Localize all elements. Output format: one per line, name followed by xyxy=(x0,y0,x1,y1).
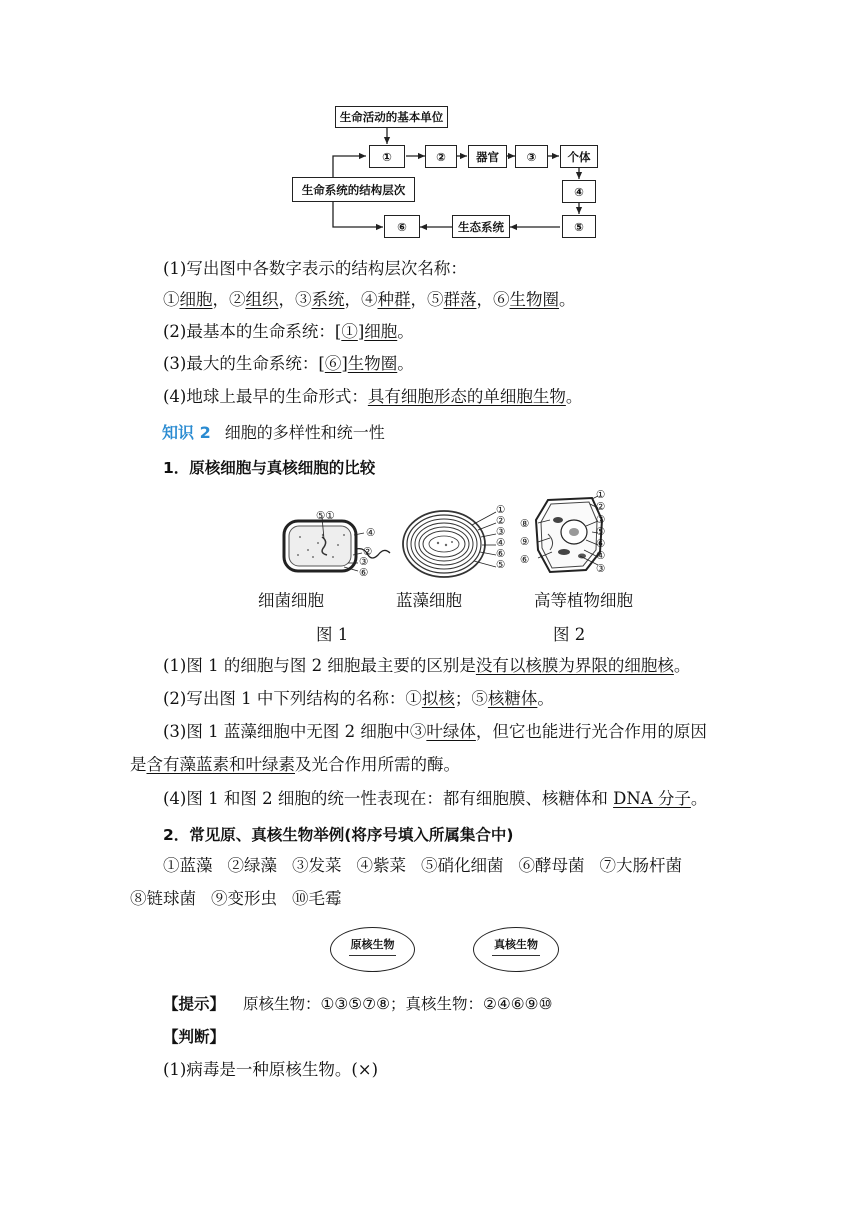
qa-1: (1)图 1 的细胞与图 2 细胞最主要的区别是没有以核膜为界限的细胞核。 xyxy=(163,656,691,675)
node-5: ⑤ xyxy=(562,215,596,238)
node-2: ② xyxy=(425,145,457,168)
node-hierarchy: 生命系统的结构层次 xyxy=(292,177,415,202)
eukaryote-blank xyxy=(492,955,539,956)
node-6: ⑥ xyxy=(384,215,420,238)
bacteria-top-labels: ⑤① xyxy=(316,510,335,522)
qa-3-cont: 是含有藻蓝素和叶绿素及光合作用所需的酶。 xyxy=(130,755,460,774)
bacteria-cell-illustration xyxy=(278,505,398,585)
node-3: ③ xyxy=(515,145,548,168)
q1-part4: (4)地球上最早的生命形式：具有细胞形态的单细胞生物。 xyxy=(163,387,583,406)
node-ecosystem: 生态系统 xyxy=(452,215,510,238)
qa-3: (3)图 1 蓝藻细胞中无图 2 细胞中③叶绿体，但它也能进行光合作用的原因 xyxy=(163,722,707,741)
q1-part3: (3)最大的生命系统：[⑥]生物圈。 xyxy=(163,354,414,373)
organism-list-1: ①蓝藻 ②绿藻 ③发菜 ④紫菜 ⑤硝化细菌 ⑥酵母菌 ⑦大肠杆菌 xyxy=(163,856,682,875)
algae-labels: ① ② ③ ④ ⑥ ⑤ xyxy=(496,504,506,571)
node-basic-unit: 生命活动的基本单位 xyxy=(335,106,448,128)
eukaryote-set-label: 真核生物 xyxy=(494,938,538,951)
plant-labels-left: ⑧ ⑨ ⑥ xyxy=(520,518,530,566)
eukaryote-set xyxy=(473,927,559,972)
bacteria-label-4: ④ xyxy=(366,527,376,539)
qa-4: (4)图 1 和图 2 细胞的统一性表现在：都有细胞膜、核糖体和 DNA 分子。 xyxy=(163,789,708,808)
qa-2: (2)写出图 1 中下列结构的名称：①拟核；⑤核糖体。 xyxy=(163,689,554,708)
figure-1-label: 图 1 xyxy=(316,625,349,644)
caption-algae: 蓝藻细胞 xyxy=(396,591,462,610)
caption-bacteria: 细菌细胞 xyxy=(258,591,324,610)
q1-part2: (2)最基本的生命系统：[①]细胞。 xyxy=(163,322,414,341)
subheading-comparison: 1．原核细胞与真核细胞的比较 xyxy=(163,459,376,477)
figure-2-label: 图 2 xyxy=(553,625,586,644)
hint-tag: 【提示】 xyxy=(163,995,226,1013)
section-title: 细胞的多样性和统一性 xyxy=(224,423,385,442)
node-organ: 器官 xyxy=(468,145,507,168)
prokaryote-set xyxy=(330,927,415,972)
bacteria-label-2: ② xyxy=(363,546,373,558)
q1-answers: ①细胞，②组织，③系统，④种群，⑤群落，⑥生物圈。 xyxy=(163,290,576,309)
section-tag: 知识 2 xyxy=(162,423,211,442)
prokaryote-set-label: 原核生物 xyxy=(350,938,395,951)
bacteria-label-3: ③ xyxy=(359,556,369,568)
hint-line xyxy=(163,993,552,1015)
judge-tag: 【判断】 xyxy=(163,1028,226,1046)
judge-item-1: (1)病毒是一种原核生物。(×) xyxy=(163,1060,379,1079)
bacteria-label-6: ⑥ xyxy=(359,567,369,579)
node-4: ④ xyxy=(562,180,596,203)
q1-title: (1)写出图中各数字表示的结构层次名称： xyxy=(163,259,467,278)
caption-plant: 高等植物细胞 xyxy=(534,591,633,610)
plant-labels-right: ① ② ⑦ ⑤ ⑥ ④ ③ xyxy=(596,489,606,575)
prokaryote-blank xyxy=(349,955,396,956)
hint-text: 原核生物：①③⑤⑦⑧；真核生物：②④⑥⑨⑩ xyxy=(243,995,553,1013)
section-heading-2 xyxy=(162,420,385,443)
node-individual: 个体 xyxy=(560,145,598,168)
organism-list-2: ⑧链球菌 ⑨变形虫 ⑩毛霉 xyxy=(130,889,342,908)
subheading-examples: 2．常见原、真核生物举例(将序号填入所属集合中) xyxy=(163,826,514,844)
node-1: ① xyxy=(369,145,405,168)
